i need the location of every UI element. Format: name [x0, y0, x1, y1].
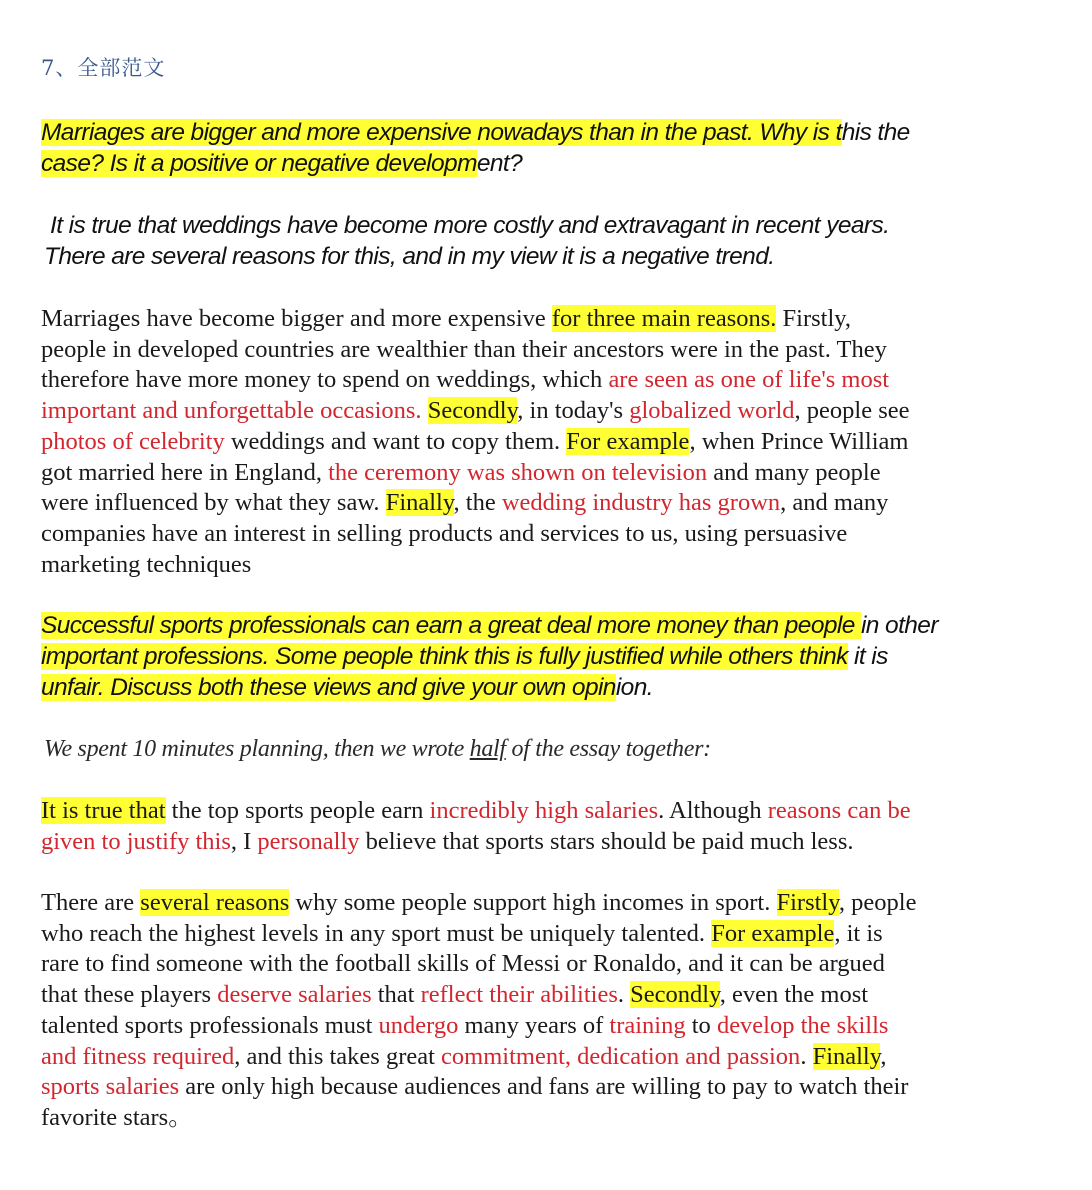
red-text: undergo — [378, 1011, 459, 1039]
paragraph-line — [41, 427, 1081, 458]
red-text: sports salaries — [41, 1073, 180, 1101]
paragraph-line: rare to find someone with the football skills of Messi or Ronaldo, and it can be argued — [41, 950, 885, 978]
text: many years of — [458, 1011, 610, 1039]
paragraph-line — [41, 365, 1081, 396]
text: to — [685, 1011, 717, 1039]
red-text: globalized world — [629, 397, 795, 425]
paragraph-line: people in developed countries are wealthier than their ancestors were in the past. They — [41, 335, 887, 363]
prompt-line — [41, 672, 1086, 703]
red-text: deserve salaries — [217, 981, 372, 1009]
red-text: reasons can be — [767, 797, 911, 824]
text: , even the most — [719, 981, 869, 1009]
red-text: incredibly high salaries — [429, 797, 659, 824]
text: . — [617, 981, 631, 1009]
paragraph-line — [41, 980, 1081, 1011]
text: and many people — [707, 458, 881, 486]
intro-line: There are several reasons for this, and in my view it is a negative trend. — [44, 243, 775, 270]
highlighted-text: case? Is it a positive or negative developm — [41, 150, 477, 177]
prompt-line — [41, 610, 1086, 641]
paragraph-line — [41, 796, 1081, 827]
prompt-text: ent? — [476, 150, 523, 177]
text: , in today's — [517, 397, 630, 425]
prompt-text: his the — [841, 119, 910, 146]
paragraph-line — [41, 888, 1081, 919]
text: , people — [838, 889, 917, 916]
paragraph-line — [41, 1072, 1081, 1103]
paragraph-line — [41, 827, 1081, 858]
text: talented sports professionals must — [41, 1011, 379, 1039]
highlighted-text: Marriages are bigger and more expensive nowadays than in the past. Why is t — [41, 119, 842, 146]
text: the top sports people earn — [165, 797, 430, 824]
red-text: personally — [257, 827, 360, 855]
prompt-text: ion. — [615, 674, 653, 701]
intro-line: It is true that weddings have become more costly and extravagant in recent years. — [50, 212, 890, 239]
paragraph-line — [41, 488, 1081, 519]
red-text: wedding industry has grown — [501, 489, 781, 517]
paragraph-line — [41, 396, 1081, 427]
text: There are — [41, 889, 141, 916]
essay-prompt-marriages — [41, 117, 1086, 179]
body-paragraph-marriages — [41, 304, 1081, 580]
highlighted-text: for three main reasons. — [551, 305, 777, 332]
text: , when Prince William — [689, 427, 909, 455]
underlined-text: half — [469, 736, 506, 762]
prompt-text: in other — [860, 612, 938, 639]
highlighted-text: important professions. Some people think this is fully justified while others think — [41, 643, 848, 670]
red-text: and fitness required — [41, 1042, 235, 1070]
highlighted-text: Finally — [385, 489, 454, 517]
paragraph-line: favorite stars。 — [41, 1103, 193, 1131]
text: . Although — [658, 797, 768, 824]
red-text: training — [609, 1011, 686, 1039]
note-text: of the essay together: — [505, 736, 711, 762]
text: , the — [453, 489, 502, 517]
highlighted-text: Secondly — [630, 981, 720, 1009]
red-text: the ceremony was shown on television — [328, 458, 708, 486]
red-text: reflect their abilities — [420, 981, 618, 1009]
prompt-line — [41, 117, 1086, 148]
highlighted-text: For example — [711, 919, 835, 947]
text: , I — [230, 827, 258, 855]
red-text: are seen as one of life's most — [608, 366, 890, 394]
text: believe that sports stars should be paid much less. — [359, 827, 854, 855]
text: , and many — [780, 489, 889, 517]
body-paragraph-sports-reasons — [41, 888, 1081, 1134]
note-text: We spent 10 minutes planning, then we wrote — [44, 736, 470, 762]
essay-prompt-sports — [41, 610, 1086, 703]
red-text: photos of celebrity — [41, 427, 225, 455]
paragraph-line: companies have an interest in selling products and services to us, using persuasive — [41, 519, 848, 547]
text: why some people support high incomes in sport. — [289, 889, 777, 916]
highlighted-text: Finally — [812, 1042, 881, 1070]
paragraph-line — [41, 1042, 1081, 1073]
text: Marriages have become bigger and more expensive — [41, 305, 552, 332]
paragraph-line — [41, 304, 1081, 335]
highlighted-text: Secondly — [427, 397, 518, 425]
text: Firstly, — [776, 305, 852, 332]
red-text: develop the skills — [716, 1011, 889, 1039]
paragraph-line — [41, 919, 1081, 950]
essay-introduction — [44, 210, 1084, 272]
text: weddings and want to copy them. — [224, 427, 567, 455]
prompt-text: it is — [847, 643, 888, 670]
text: are only high because audiences and fans are willing to pay to watch their — [179, 1073, 909, 1101]
section-heading: 7、全部范文 — [41, 56, 166, 80]
text: therefore have more money to spend on weddings, which — [41, 366, 609, 394]
text: , people see — [794, 397, 910, 425]
highlighted-text: For example — [566, 427, 690, 455]
highlighted-text: Firstly — [776, 889, 839, 916]
highlighted-text: Successful sports professionals can earn a great deal more money than people — [41, 612, 861, 639]
text: got married here in England, — [41, 458, 329, 486]
red-text: commitment, dedication and passion — [441, 1042, 801, 1070]
text: were influenced by what they saw. — [41, 489, 386, 517]
text: who reach the highest levels in any sport must be uniquely talented. — [41, 919, 712, 947]
text: , — [880, 1042, 887, 1070]
planning-note — [44, 734, 711, 764]
highlighted-text: unfair. Discuss both these views and give your own opin — [41, 674, 616, 701]
text: . — [800, 1042, 813, 1070]
red-text: important and unforgettable occasions. — [41, 397, 422, 425]
highlighted-text: several reasons — [140, 889, 290, 916]
paragraph-line — [41, 1011, 1081, 1042]
prompt-line — [41, 148, 1086, 179]
text: , and this takes great — [234, 1042, 442, 1070]
text — [422, 397, 428, 424]
text: that these players — [41, 981, 218, 1009]
paragraph-line — [41, 458, 1081, 489]
red-text: given to justify this — [41, 827, 231, 855]
text: that — [371, 981, 421, 1009]
highlighted-text: It is true that — [41, 797, 166, 824]
prompt-line — [41, 641, 1086, 672]
body-paragraph-sports-intro — [41, 796, 1081, 857]
paragraph-line: marketing techniques — [41, 550, 252, 578]
text: , it is — [834, 919, 883, 947]
